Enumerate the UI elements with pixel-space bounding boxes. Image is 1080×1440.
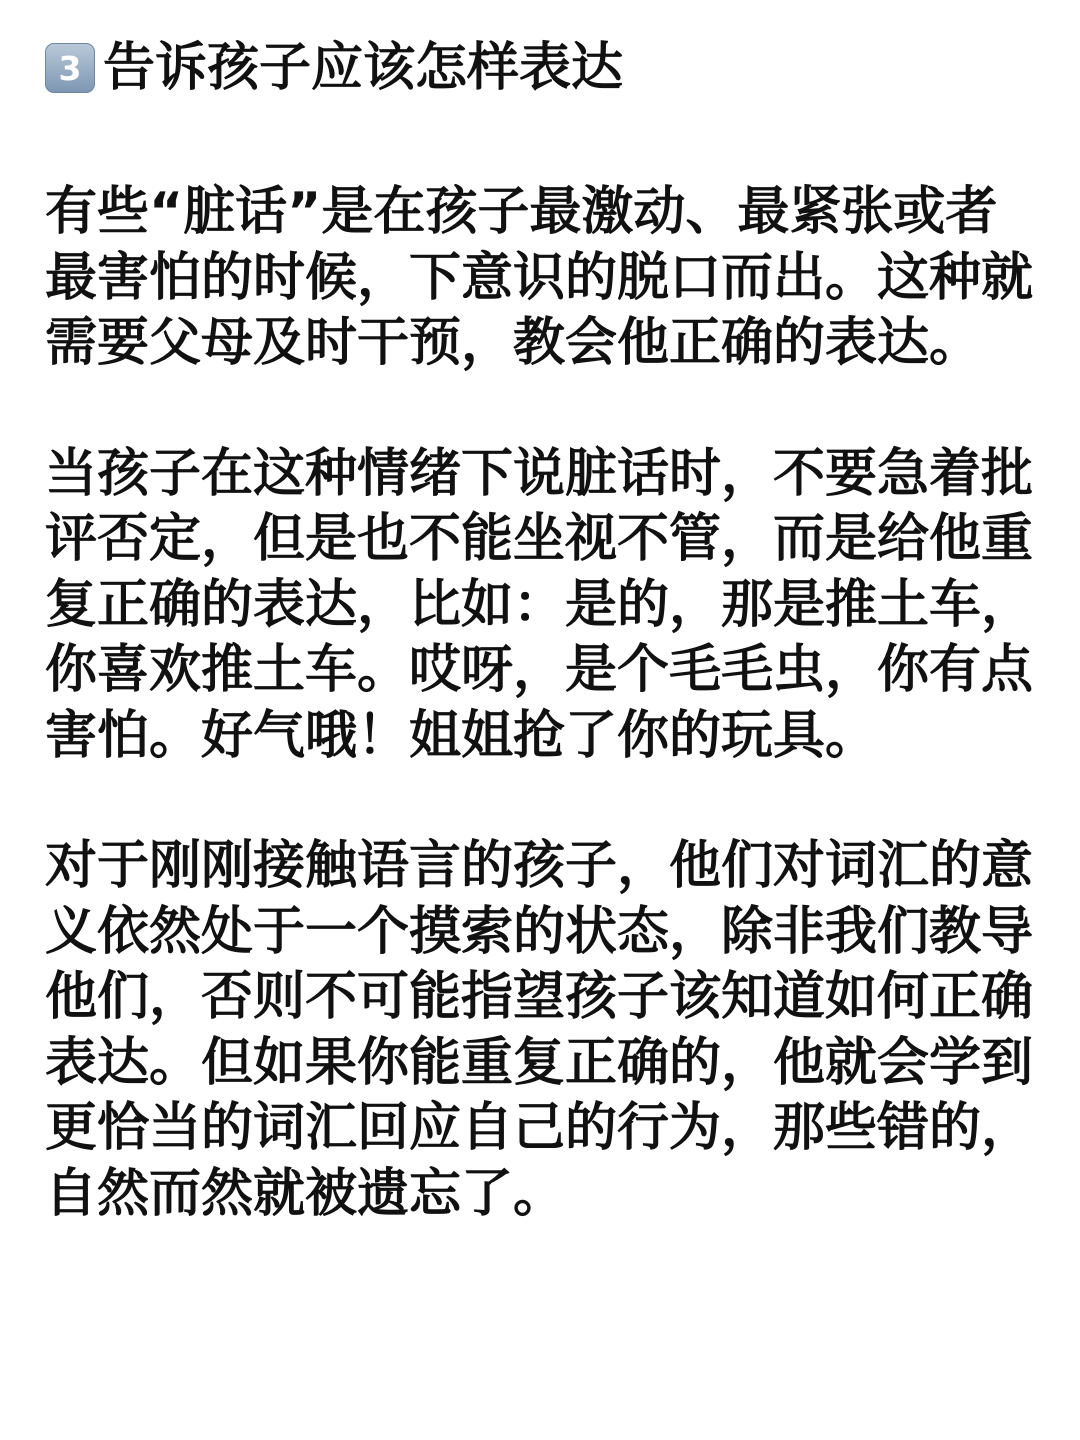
number-3-icon <box>45 43 95 93</box>
section-heading <box>45 34 1035 102</box>
paragraph-respond-with-correct-expression: 当孩子在这种情绪下说脏话时，不要急着批评否定，但是也不能坐视不管，而是给他重复正确的表达，比如：是的，那是推土车，你喜欢推土车。哎呀，是个毛毛虫，你有点害怕。好气哦！姐姐抢了你的玩具。 <box>45 443 1034 766</box>
paragraph-dirty-words-context: 有些“脏话”是在孩子最激动、最紧张或者最害怕的时候，下意识的脱口而出。这种就需要父母及时干预，教会他正确的表达。 <box>45 182 1034 373</box>
badge-number: 3 <box>58 48 82 88</box>
paragraph-language-learning: 对于刚刚接触语言的孩子，他们对词汇的意义依然处于一个摸索的状态，除非我们教导他们，否则不可能指望孩子该知道如何正确表达。但如果你能重复正确的，他就会学到更恰当的词汇回应自己的行为，那些错的，自然而然就被遗忘了。 <box>45 836 1034 1224</box>
section-title: 告诉孩子应该怎样表达 <box>103 38 624 98</box>
article-page <box>45 34 1035 1227</box>
